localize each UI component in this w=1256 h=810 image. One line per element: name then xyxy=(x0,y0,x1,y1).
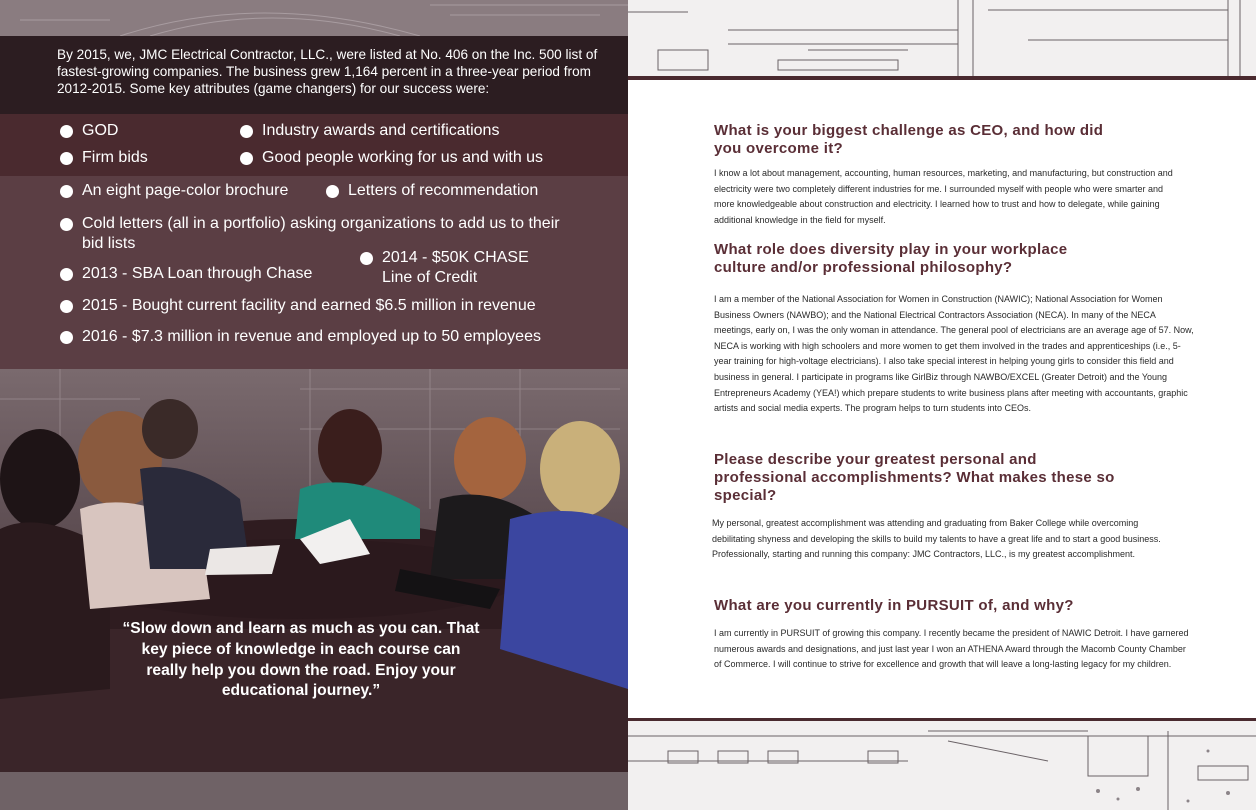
attribute-letters: Letters of recommendation xyxy=(326,181,606,201)
meeting-photo xyxy=(0,369,628,772)
attribute-awards: Industry awards and certifications xyxy=(240,121,610,141)
meeting-illustration xyxy=(0,369,628,772)
attribute-cold-letters: Cold letters (all in a portfolio) asking organizations to add us to their bid lists xyxy=(60,214,560,254)
blueprint-drawing-bottom xyxy=(628,721,1256,810)
question-challenge: What is your biggest challenge as CEO, and how did you overcome it? xyxy=(714,122,1104,157)
blueprint-strip-top xyxy=(0,0,628,36)
attribute-facility: 2015 - Bought current facility and earned $6.5 million in revenue xyxy=(60,296,600,316)
intro-paragraph: By 2015, we, JMC Electrical Contractor, LLC., were listed at No. 406 on the Inc. 500 list of fastest-growing companies. The business grew 1,164 percent in a three-year period from 2012-2015. Some key attributes (game changers) for our success were: xyxy=(0,36,628,114)
bottom-strip xyxy=(0,772,628,810)
answer-pursuit: I am currently in PURSUIT of growing this company. I recently became the president of NAWIC Detroit. I have garnered numerous awards and designations, and just last year I won an ATHENA Award through the Macomb County Chamber of Commerce. I will continue to strive for excellence and growth that will leave a long-lasting legacy for my children. xyxy=(714,628,1189,670)
right-page xyxy=(628,0,1256,810)
blueprint-header xyxy=(628,0,1256,80)
blueprint-drawing-top xyxy=(628,0,1256,76)
pull-quote: “Slow down and learn as much as you can. That key piece of knowledge in each course can really help you down the road. Enjoy your educational journey.” xyxy=(122,620,480,700)
blueprint-lines xyxy=(0,0,628,36)
answer-challenge: I know a lot about management, accounting, human resources, marketing, and manufacturing, but construction and electricity were two completely different industries for me. I surrounded myself with people who were smarter and more knowledgeable about construction and electricity. I learned how to trust and how to delegate, while gaining additional knowledge in the field for myself. xyxy=(714,168,1173,225)
blueprint-footer xyxy=(628,718,1256,810)
attribute-revenue-2016: 2016 - $7.3 million in revenue and employed up to 50 employees xyxy=(60,327,620,347)
attribute-brochure: An eight page-color brochure xyxy=(60,181,320,201)
attribute-chase-credit: 2014 - $50K CHASE Line of Credit xyxy=(360,248,550,288)
question-accomplishments: Please describe your greatest personal and professional accomplishments? What makes these so special? xyxy=(714,451,1115,504)
question-diversity: What role does diversity play in your workplace culture and/or professional philosophy? xyxy=(714,241,1068,276)
question-pursuit: What are you currently in PURSUIT of, and why? xyxy=(714,597,1074,614)
attribute-good-people: Good people working for us and with us xyxy=(240,148,620,168)
attribute-sba-loan: 2013 - SBA Loan through Chase xyxy=(60,264,350,284)
answer-diversity: I am a member of the National Association for Women in Construction (NAWIC); National Association for Women Business Owners (NAWBO); and the National Electrical Contractors Association (NECA). In many of the NECA meetings, early on, I was the only woman in attendance. The general pool of electricians are an average age of 57. Now, NECA is working with high schoolers and more women to get them involved in the trades and apprenticeships (i.e., 5-year training for high-voltage electricians). I also take special interest in helping young girls to consider this field and business in general. I participate in programs like GirlBiz through NAWBO/EXCEL (Greater Detroit) and the Young Entrepreneurs Academy (YEA!) which prepare students to write business plans after meeting with accountants, graphic artists and social media experts. The program helps to turn students into CEOs. xyxy=(714,294,1194,414)
answer-accomplishments: My personal, greatest accomplishment was attending and graduating from Baker College while overcoming debilitating shyness and developing the skills to build my talents to have a great life and to start a good business. Professionally, starting and running this company: JMC Contractors, LLC., is my greatest accomplishment. xyxy=(712,518,1161,560)
attribute-god: GOD xyxy=(60,121,230,141)
attribute-firm-bids: Firm bids xyxy=(60,148,230,168)
